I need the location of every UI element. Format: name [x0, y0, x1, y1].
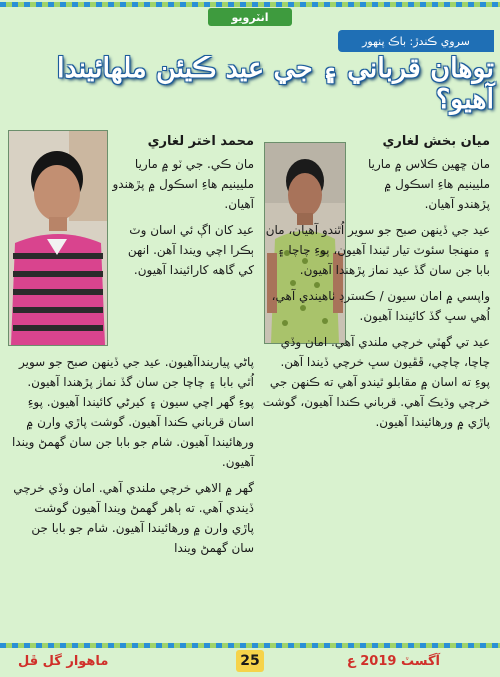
bottom-decorative-band — [0, 643, 500, 648]
magazine-name: ماهوار گل ڦل — [18, 653, 109, 669]
right-column-name: ميان بخش لغاري — [382, 134, 490, 149]
left-column-top-text — [112, 154, 254, 286]
top-decorative-band — [0, 2, 500, 7]
left-column-name: محمد اختر لغاري — [147, 134, 254, 149]
right-paragraph-2: عيد جي ڏينهن صبح جو سوير اُٿندو آهيان، مان ۽ منهنجا سئوٽ تيار ٿيندا آهيون، پوءِ چاچا ۽ بابا جن سان گڏ عيد نماز پڙهندا آهيون. — [265, 223, 490, 277]
left-paragraph-1: مان ڪي. جي ٽو ۾ ماريا مليينيم هاءِ اسڪول ۾ پڙهندو آهيان. — [112, 157, 254, 211]
left-paragraph-4: گهر ۾ الاهي خرچي ملندي آهي. امان وڏي خرچي ڏيندي آهي. ته ٻاهر گهمڻ ويندا آهيون گوشت پاڙي وارن ۾ ورهائيندا آهيون. شام جو بابا جن سان گهمڻ ويندا — [13, 481, 254, 555]
photo-boy-striped-shirt — [8, 130, 108, 346]
left-paragraph-2: عيد کان اڳ ئي اسان وٽ ٻڪرا اچي ويندا آهن. انهن کي گاهه کارائيندا آهيون. — [127, 223, 254, 277]
right-paragraph-4: عيد تي گهٽي خرچي ملندي آهي. امان وڏي چاچا، چاچي، ڦڦيون سڀ خرچي ڏيندا آهن. پوءِ ته اسان ۾ مقابلو ٿيندو آهي ته ڪنهن جي خرچي وڌيڪ آهي. قرباني ڪندا آهيون، گوشت پاڙي ۾ ورهائيندا آهيون. — [262, 335, 490, 429]
photo-boy-striped-shirt-image — [9, 131, 107, 345]
page-number: 25 — [236, 650, 264, 672]
section-tag: انٽرويو — [208, 8, 292, 26]
headline: توهان قرباني ۽ جي عيد ڪيئن ملهائيندا آهيو؟ — [56, 53, 494, 115]
surveyor-credit: سروي ڪندڙ: باڪ پنهور — [338, 30, 494, 52]
left-paragraph-3: پاڻي پيارينداآهيون. عيد جي ڏينهن صبح جو سوير اُٿي بابا ۽ چاچا جن سان گڏ نماز پڙهندا آهيون. پوءِ گهر اچي سيون ۽ کيرڻي کائيندا آهيون. پوءِ اسان قرباني ڪندا آهيون. گوشت پاڙي وارن ۾ ورهائيندا آهيون. شام جو بابا جن سان گهمڻ ويندا آهيون. — [12, 355, 254, 469]
right-column-text — [262, 154, 490, 438]
issue-date: آگسٽ 2019 ع — [346, 653, 440, 669]
right-paragraph-1: مان ڇهين ڪلاس ۾ ماريا مليينيم هاءِ اسڪول ۾ پڙهندو آهيان. — [368, 157, 490, 211]
right-paragraph-3: واپسي ۾ امان سيون / ڪسترڊ ٺاهيندي آهي، اُهي سڀ گڏ کائيندا آهيون. — [271, 289, 490, 323]
left-column-wide-text — [10, 352, 254, 564]
